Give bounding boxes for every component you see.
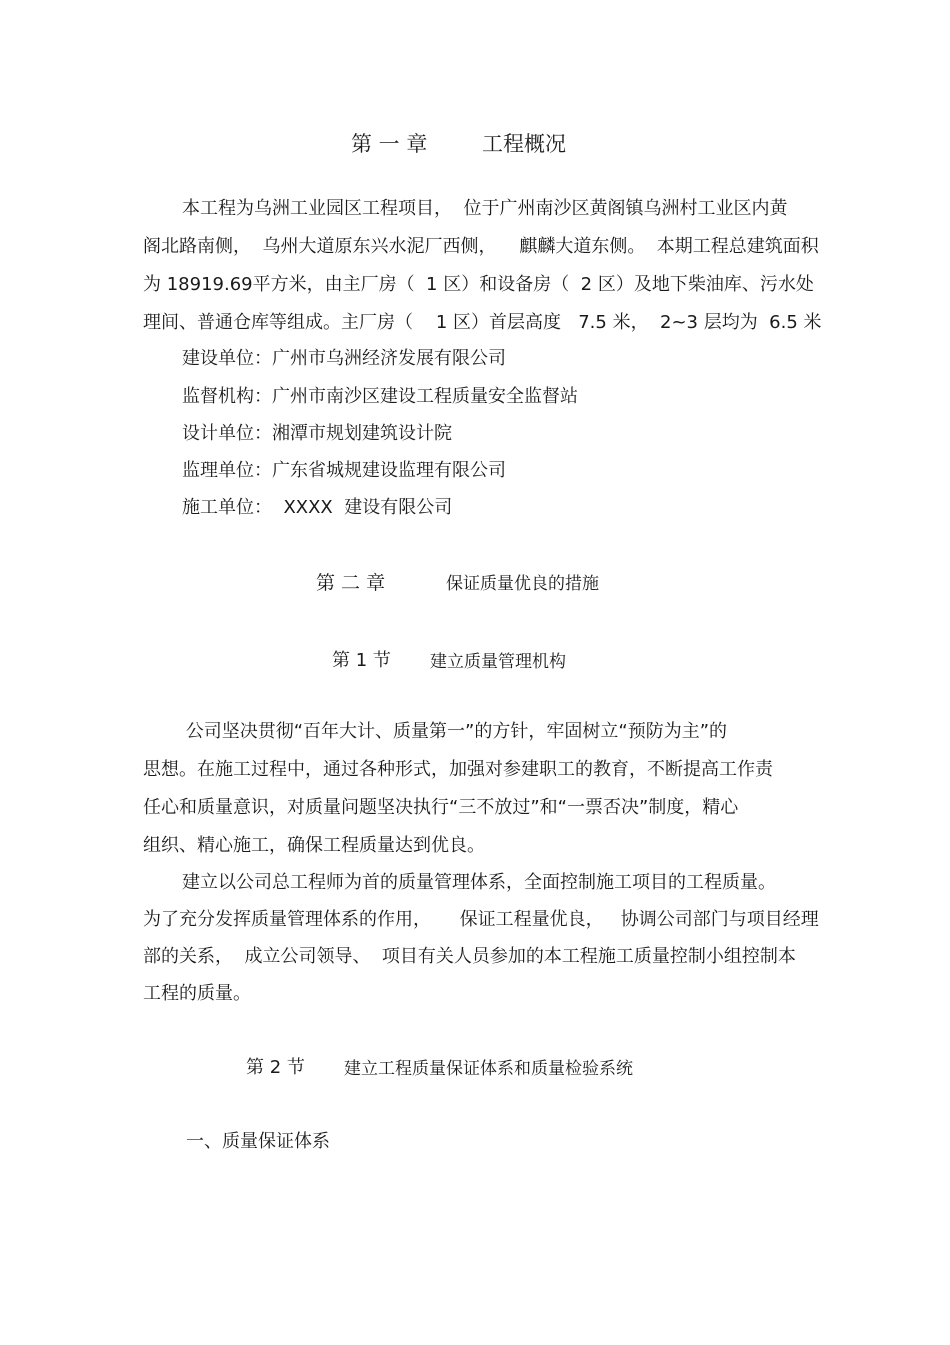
- construction-unit: 建设单位：广州市乌洲经济发展有限公司: [182, 348, 506, 369]
- chapter-1-paragraph-line: 为 18919.69平方米，由主厂房（ 1 区）和设备房（ 2 区）及地下柴油库、污水处: [143, 274, 814, 295]
- section-2-number: 第 2 节: [246, 1057, 305, 1078]
- section-1-paragraph-line: 为了充分发挥质量管理体系的作用， 保证工程量优良， 协调公司部门与项目经理: [143, 909, 819, 930]
- section-1-paragraph-line: 建立以公司总工程师为首的质量管理体系，全面控制施工项目的工程质量。: [182, 872, 776, 893]
- section-2-title: 建立工程质量保证体系和质量检验系统: [344, 1059, 633, 1079]
- chapter-1-paragraph-line: 理间、普通仓库等组成。主厂房（ 1 区）首层高度 7.5 米， 2~3 层均为 6.5 米: [143, 312, 822, 333]
- supervisor-unit: 监理单位：广东省城规建设监理有限公司: [182, 460, 506, 481]
- section-1-paragraph-line: 任心和质量意识，对质量问题坚决执行“三不放过”和“一票否决”制度，精心: [143, 797, 739, 818]
- section-1-paragraph-line: 部的关系， 成立公司领导、 项目有关人员参加的本工程施工质量控制小组控制本: [143, 946, 796, 967]
- section-1-paragraph-line: 公司坚决贯彻“百年大计、质量第一”的方针，牢固树立“预防为主”的: [180, 721, 728, 742]
- supervision-agency: 监督机构：广州市南沙区建设工程质量安全监督站: [182, 386, 578, 407]
- section-1-paragraph-line: 工程的质量。: [143, 983, 251, 1004]
- chapter-1-title: 工程概况: [482, 132, 566, 156]
- chapter-2-title: 保证质量优良的措施: [446, 574, 599, 594]
- builder-unit: 施工单位： XXXX 建设有限公司: [182, 497, 453, 518]
- chapter-2-number: 第 二 章: [316, 572, 386, 594]
- chapter-1-paragraph-line: 本工程为乌洲工业园区工程项目， 位于广州南沙区黄阁镇乌洲村工业区内黄: [182, 198, 788, 219]
- section-1-title: 建立质量管理机构: [430, 652, 566, 672]
- section-1-paragraph-line: 思想。在施工过程中，通过各种形式，加强对参建职工的教育，不断提高工作责: [143, 759, 773, 780]
- section-1-paragraph-line: 组织、精心施工，确保工程质量达到优良。: [143, 835, 485, 856]
- chapter-1-number: 第 一 章: [351, 132, 428, 156]
- section-1-number: 第 1 节: [332, 650, 391, 671]
- chapter-1-paragraph-line: 阁北路南侧， 乌州大道原东兴水泥厂西侧， 麒麟大道东侧。 本期工程总建筑面积: [143, 236, 819, 257]
- quality-assurance-item: 一、质量保证体系: [186, 1131, 330, 1152]
- design-unit: 设计单位：湘潭市规划建筑设计院: [182, 423, 452, 444]
